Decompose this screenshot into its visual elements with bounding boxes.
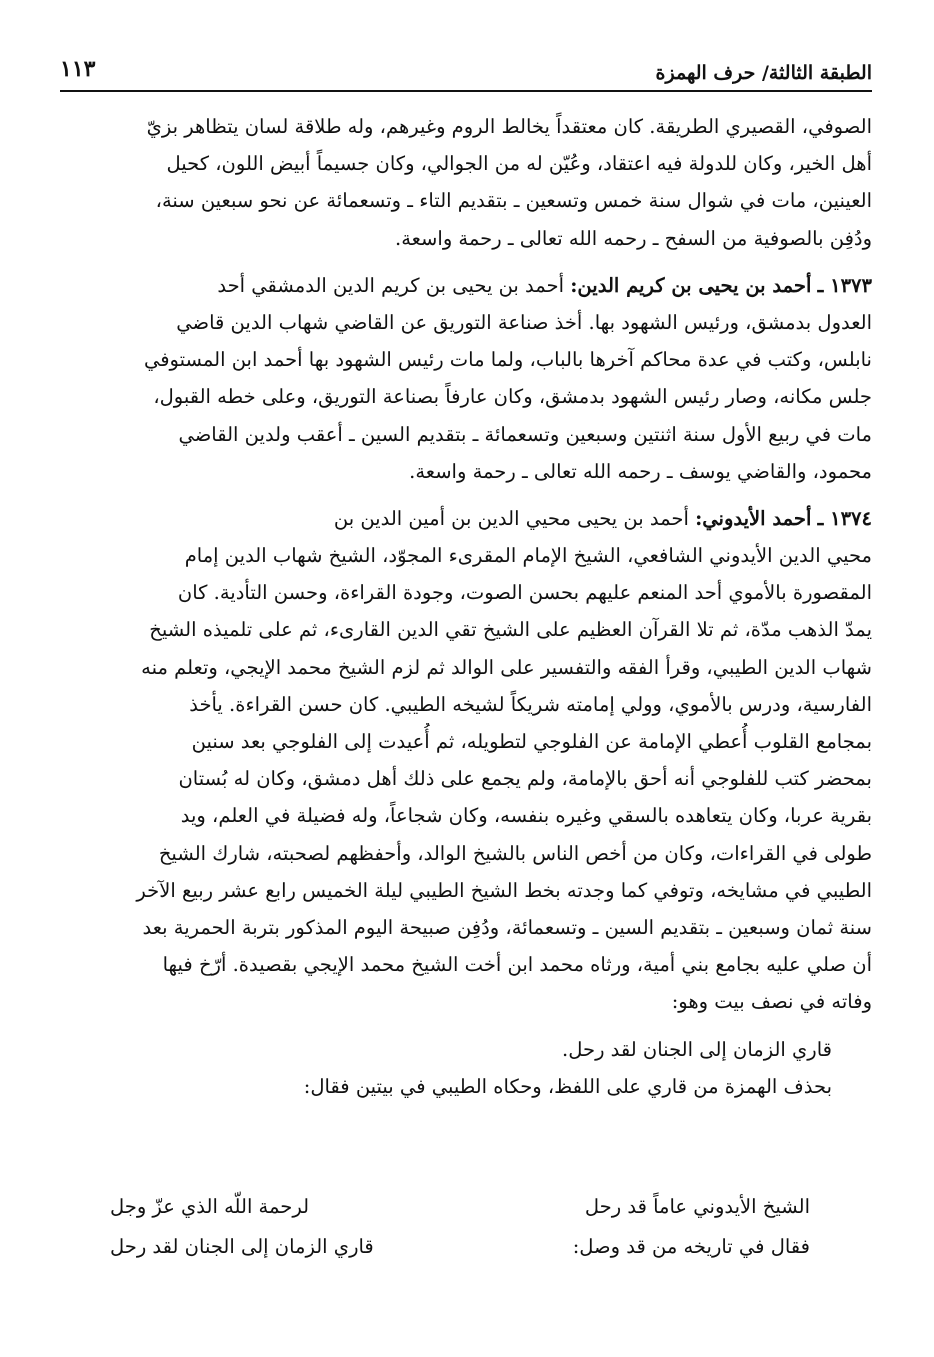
- entry-first-line: [60, 267, 872, 304]
- quoted-hemistich: قاري الزمان إلى الجنان لقد رحل.: [562, 1037, 832, 1061]
- text-line: مات في ربيع الأول سنة اثنتين وسبعين وتسعمائة ـ بتقديم السين ـ أعقب ولدين القاضي: [178, 422, 872, 446]
- verse-first-hemistich: الشيخ الأيدوني عاماً قد رحل: [584, 1195, 810, 1218]
- text-line: الصوفي، القصيري الطريقة. كان معتقداً يخالط الروم وغيرهم، وله طلاقة لسان يتظاهر بزيّ: [146, 115, 872, 138]
- text-line: بقرية عربا، وكان يتعاهده بالسقي وغيره بنفسه، وكان شجاعاً، وله فضيلة في العلم، ويد: [180, 804, 872, 828]
- running-title: الطبقة الثالثة/ حرف الهمزة: [655, 62, 872, 84]
- text-line: سنة ثمان وسبعين ـ بتقديم السين ـ وتسعمائة، ودُفِن صبيحة اليوم المذكور بتربة الحمرية بعد: [142, 915, 872, 939]
- entry-number: ١٣٧٣ ـ: [817, 273, 872, 297]
- entry-first-line-text: أحمد بن يحيى بن كريم الدين الدمشقي أحد: [217, 273, 565, 297]
- entry-number: ١٣٧٤ ـ: [817, 506, 872, 530]
- text-line: محمود، والقاضي يوسف ـ رحمه الله تعالى ـ رحمة واسعة.: [409, 459, 872, 483]
- page-number: ١١٣: [60, 56, 96, 82]
- text-line: نابلس، وكتب في عدة محاكم آخرها بالباب، ولما مات رئيس الشهود بها أحمد ابن المستوفي: [143, 348, 872, 372]
- entry-first-line-text: أحمد بن يحيى محيي الدين بن أمين الدين بن: [333, 506, 689, 530]
- page-body: [60, 108, 872, 1105]
- verse-second-hemistich: لرحمة اللّه الذي عزّ وجل: [110, 1195, 310, 1218]
- text-line: ودُفِن بالصوفية من السفح ـ رحمه الله تعالى ـ رحمة واسعة.: [395, 226, 872, 250]
- text-line: أهل الخير، وكان للدولة فيه اعتقاد، وعُيّن له من الجوالي، وكان جسيماً أبيض اللون، كحيل: [166, 152, 872, 176]
- note-line: بحذف الهمزة من قاري على اللفظ، وحكاه الطيبي في بيتين فقال:: [303, 1074, 832, 1098]
- text-line: طولى في القراءات، وكان من أخص الناس بالشيخ الوالد، وأحفظهم لصحبته، شارك الشيخ: [158, 841, 872, 865]
- text-line: محيي الدين الأيدوني الشافعي، الشيخ الإمام المقرىء المجوّد، الشيخ شهاب الدين إمام: [184, 544, 872, 568]
- text-line: شهاب الدين الطيبي، وقرأ الفقه والتفسير على الوالد ثم لزم الشيخ محمد الإيجي، وتعلم منه: [141, 655, 872, 679]
- entry-heading: أحمد بن يحيى بن كريم الدين:: [570, 273, 812, 297]
- entry-heading: أحمد الأيدوني:: [695, 506, 812, 530]
- header-divider: [60, 90, 872, 92]
- text-line: الفارسية، ودرس بالأموي، وولي إمامته شريكاً لشيخه الطيبي. كان حسن القراءة. يأخذ: [189, 692, 872, 716]
- verse-first-hemistich: فقال في تاريخه من قد وصل:: [572, 1235, 810, 1258]
- text-line: وفاته في نصف بيت وهو:: [671, 990, 872, 1014]
- verse-line: [110, 1195, 810, 1231]
- verse-line: [110, 1235, 810, 1271]
- verse-second-hemistich: قاري الزمان إلى الجنان لقد رحل: [110, 1235, 374, 1258]
- page-header: [60, 52, 872, 92]
- text-line: أن صلي عليه بجامع بني أمية، ورثاه محمد ابن أخت الشيخ محمد الإيجي بقصيدة. أرّخ فيها: [162, 953, 872, 977]
- text-line: المقصورة بالأموي أحد المنعم عليهم بحسن الصوت، وجودة القراءة، وحسن التأدية. كان: [177, 581, 872, 605]
- text-line: جلس مكانه، وصار رئيس الشهود بدمشق، وكان عارفاً بصناعة التوريق، وعلى خطه القبول،: [153, 385, 872, 409]
- text-line: الطيبي في مشايخه، وتوفي كما وجدته بخط الشيخ الطيبي ليلة الخميس رابع عشر ربيع الآخر: [136, 878, 872, 902]
- text-line: يمدّ الذهب مدّة، ثم تلا القرآن العظيم على الشيخ تقي الدين القارىء، ثم على تلميذه الشيخ: [149, 618, 872, 642]
- text-line: العدول بدمشق، ورئيس الشهود بها. أخذ صناعة التوريق عن القاضي شهاب الدين قاضي: [176, 310, 872, 334]
- text-line: بمحضر كتب للفلوجي أنه أحق بالإمامة، ولم يجمع على ذلك أهل دمشق، وكان له بُستان: [178, 767, 872, 791]
- text-line: العينين، مات في شوال سنة خمس وتسعين ـ بتقديم التاء ـ وتسعمائة عن نحو سبعين سنة،: [155, 189, 872, 213]
- entry-first-line: [60, 500, 872, 537]
- text-line: بمجامع القلوب أُعطي الإمامة عن الفلوجي لتطويله، ثم أُعيدت إلى الفلوجي بعد سنين: [191, 730, 872, 753]
